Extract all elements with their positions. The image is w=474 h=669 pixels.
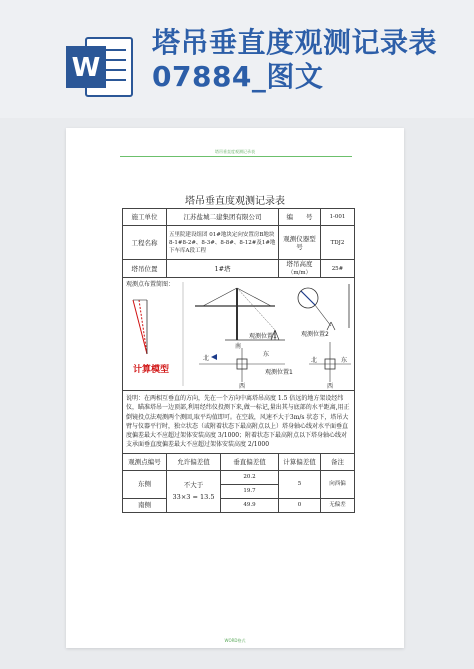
plan-label-north: 北: [203, 355, 210, 362]
allowed-text: 不大于: [183, 481, 204, 490]
calc-value: 0: [279, 498, 321, 512]
running-header: 塔吊垂直度观测记录表: [215, 149, 255, 154]
position-label: 塔吊位置: [123, 260, 167, 278]
table-row: [123, 470, 355, 484]
plan2-label-west: 西: [327, 383, 334, 390]
plan2-label-north: 北: [311, 357, 318, 364]
sketch-label: 观测点布置简图：: [126, 281, 175, 288]
crane-cable: [237, 288, 271, 306]
word-icon-letter: W: [71, 53, 101, 83]
plan-pos1-label: 观测位置1: [265, 369, 293, 376]
number-label: 编 号: [279, 209, 321, 226]
sketch-pos1-label: 观测位置1: [249, 333, 277, 340]
height-label: 塔吊高度（m/m）: [279, 260, 321, 278]
height-value: 25#: [321, 260, 355, 278]
instrument-label: 观测仪器型号: [279, 226, 321, 260]
header-rule: [120, 156, 352, 157]
allowed-cell: [167, 470, 221, 512]
calc-model-label: 计算模型: [133, 365, 170, 375]
remark-value: 向西偏: [321, 470, 355, 498]
sketch-pos2-label: 观测位置2: [301, 331, 329, 338]
unit-value: 江苏盐城二建集团有限公司: [167, 209, 279, 226]
compass-needle: [301, 291, 315, 305]
table-row: [123, 278, 355, 391]
column-header: 允许偏差值: [167, 453, 221, 470]
plan-label-west: 西: [239, 383, 246, 390]
point-cell: 南侧: [123, 498, 167, 512]
sight-line: [237, 288, 275, 330]
table-row: [123, 498, 355, 512]
remark-value: 无偏差: [321, 498, 355, 512]
deviation-value: 49.9: [221, 498, 279, 512]
deviation-value: 20.2: [221, 470, 279, 484]
table-row: [123, 226, 355, 260]
plan-label-east: 东: [263, 351, 270, 358]
page-title: 塔吊垂直度观测记录表07884_图文: [152, 26, 438, 93]
column-header: 垂直偏差值: [221, 453, 279, 470]
banner: [0, 0, 474, 118]
column-header: 观测点编号: [123, 453, 167, 470]
number-value: 1-001: [321, 209, 355, 226]
table-header-row: [123, 453, 355, 470]
explanation-note: 说明：在两相互垂直的方向，先在一个方向中离塔吊高度 1.5 倍远的地方架设经纬仪，瞄准塔吊一边顶部,利用经纬仪投测下来,做一标记,量出其与底部的水平距离,用正倒镜投点法观测两个测回,取平均值即可。在空载，风速不大于3m/s 状态下，塔吊大臂与仪器平行时，独立状态（或附着状态下最高附点以上）塔身轴心线对水平面垂直度偏差最大不应超过架体安装高度 3/1000；附着状态下最高附点以下塔身轴心线对支承面垂直度偏差最大不应超过架体安装高度 2/1000: [123, 391, 355, 454]
crane-cable: [203, 288, 237, 306]
sketch-cell: [123, 278, 355, 391]
word-icon: [64, 36, 134, 98]
column-header: 备注: [321, 453, 355, 470]
document-title: 塔吊垂直度观测记录表: [185, 196, 285, 207]
plan2-label-east: 东: [341, 357, 348, 364]
running-footer: WORD格式: [224, 638, 246, 643]
table-row: [123, 391, 355, 454]
position-value: 1#塔: [167, 260, 279, 278]
point-cell: 东侧: [123, 470, 167, 498]
layout-sketch: [125, 278, 357, 390]
allowed-formula: 33×3 = 13.5: [172, 493, 215, 502]
arrow-icon: [211, 354, 217, 360]
instrument-value: TDJ2: [321, 226, 355, 260]
project-value: 五里院建设组团 01#地块定向安置房B地块 8-1#8-2#、8-3#、8-8#、8-12#及1#地下车库A段工程: [167, 226, 279, 260]
record-table: [122, 208, 355, 513]
calc-value: 5: [279, 470, 321, 498]
table-row: [123, 260, 355, 278]
plan-label-south: 南: [235, 343, 242, 350]
column-header: 计算偏差值: [279, 453, 321, 470]
table-row: [123, 209, 355, 226]
unit-label: 施工单位: [123, 209, 167, 226]
document-page: [66, 128, 404, 648]
sight-line: [315, 305, 331, 326]
project-label: 工程名称: [123, 226, 167, 260]
deviation-value: 19.7: [221, 484, 279, 498]
